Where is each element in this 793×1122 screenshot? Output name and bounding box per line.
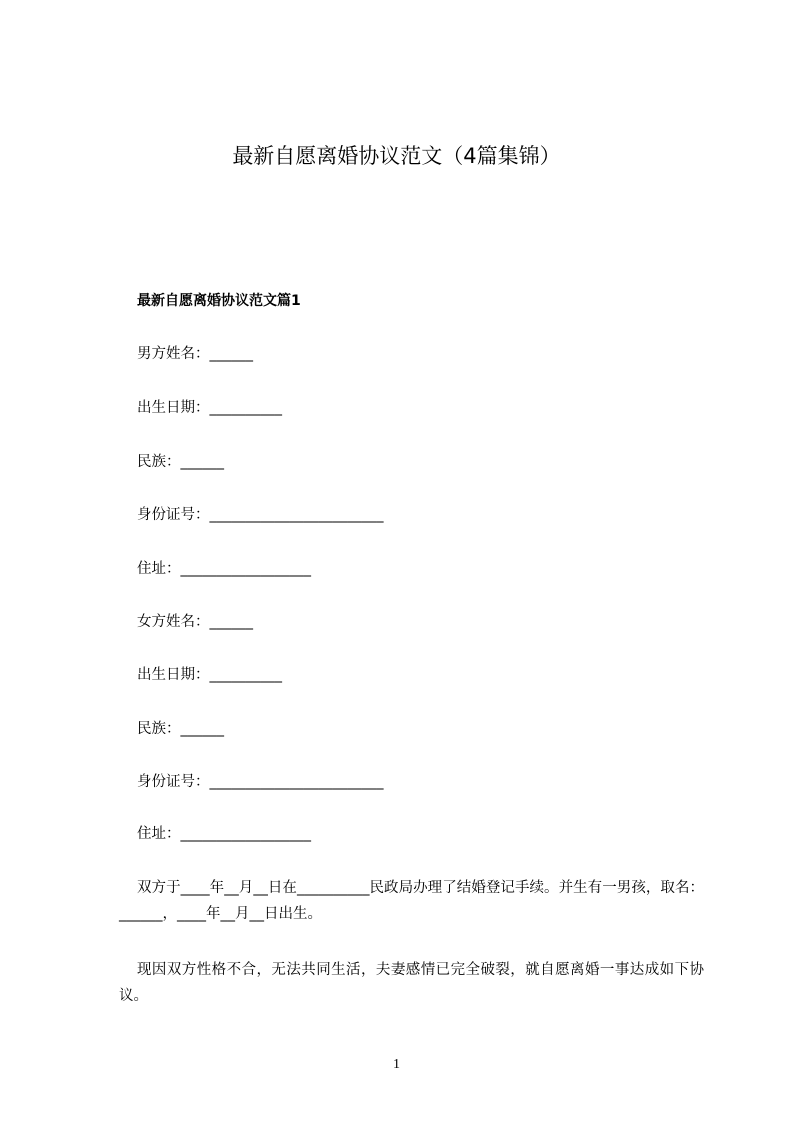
wife-name-field: 女方姓名：______ <box>137 614 253 630</box>
husband-id-number-field: 身份证号：________________________ <box>137 507 384 523</box>
husband-ethnicity-field: 民族：______ <box>137 454 224 470</box>
page-title: 最新自愿离婚协议范文（4篇集锦） <box>232 144 561 168</box>
wife-birthdate-field: 出生日期：__________ <box>137 667 282 683</box>
husband-name-field: 男方姓名：______ <box>137 346 253 362</box>
page-number: 1 <box>393 1057 400 1072</box>
husband-birthdate-field: 出生日期：__________ <box>137 400 282 416</box>
wife-id-number-field: 身份证号：________________________ <box>137 774 384 790</box>
agreement-intro-paragraph: 现因双方性格不合，无法共同生活，夫妻感情已完全破裂，就自愿离婚一事达成如下协议。 <box>119 962 704 1004</box>
husband-address-field: 住址：__________________ <box>137 561 311 577</box>
wife-address-field: 住址：__________________ <box>137 826 311 842</box>
wife-ethnicity-field: 民族：______ <box>137 721 224 737</box>
section-heading: 最新自愿离婚协议范文篇1 <box>137 293 301 309</box>
marriage-paragraph: 双方于____年__月__日在__________民政局办理了结婚登记手续。并生有一男孩，取名：______，____年__月__日出生。 <box>119 880 704 922</box>
